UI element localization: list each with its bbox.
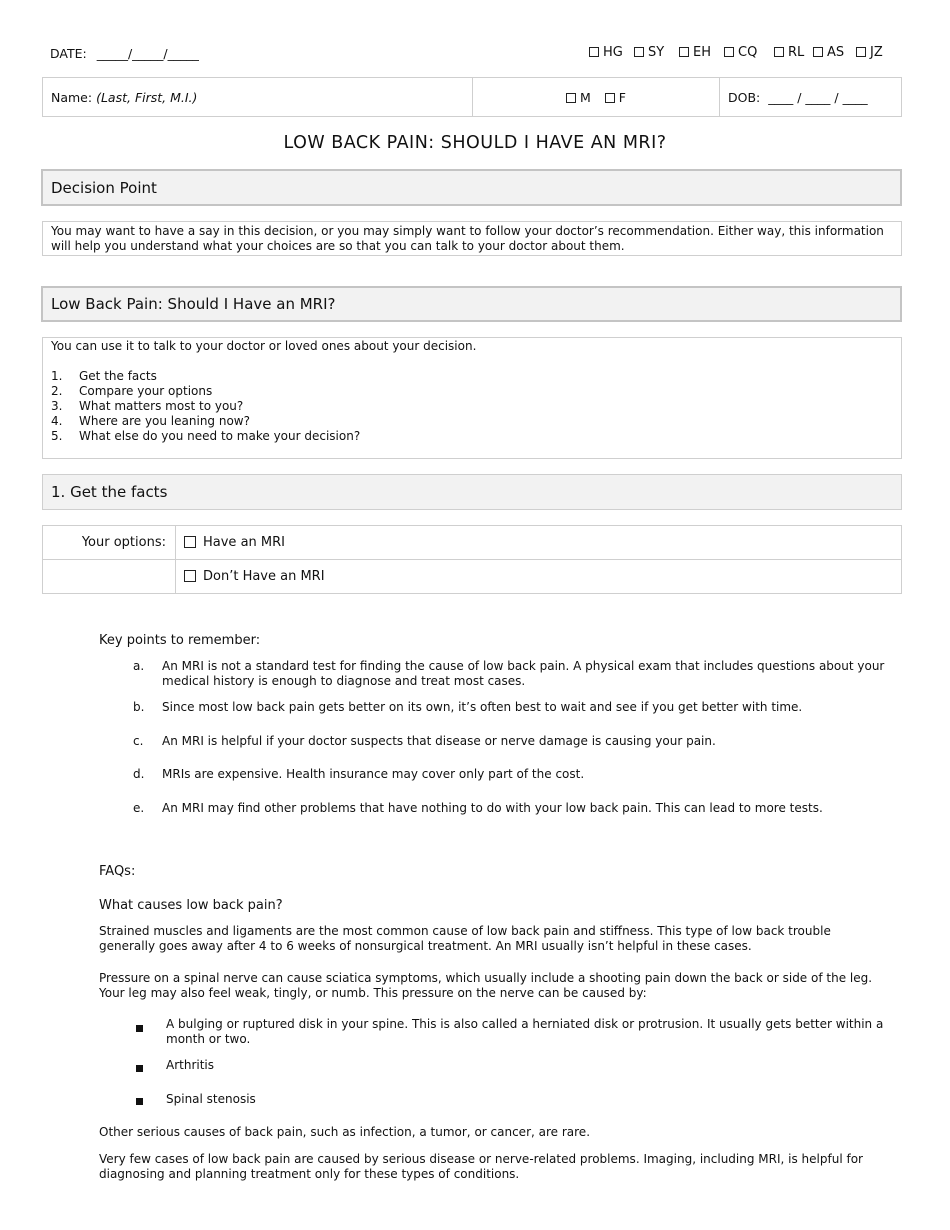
intro-box bbox=[42, 337, 902, 459]
page-title: LOW BACK PAIN: SHOULD I HAVE AN MRI? bbox=[283, 133, 667, 153]
bullet-item: Spinal stenosis bbox=[99, 1092, 889, 1109]
checkbox-icon bbox=[813, 47, 823, 57]
checkbox-icon bbox=[856, 47, 866, 57]
list-item: 4. Where are you leaning now? bbox=[51, 414, 250, 428]
bullet-square-icon bbox=[136, 1025, 143, 1032]
key-point-c: c. An MRI is helpful if your doctor suspects that disease or nerve damage is causing your pain. bbox=[133, 734, 716, 748]
checkbox-icon bbox=[774, 47, 784, 57]
bullet-square-icon bbox=[136, 1065, 143, 1072]
key-point-d: d. MRIs are expensive. Health insurance may cover only part of the cost. bbox=[133, 767, 585, 781]
dob-field[interactable] bbox=[720, 78, 901, 116]
bullet-item: Arthritis bbox=[99, 1058, 889, 1076]
sex-checkbox-f[interactable]: F bbox=[605, 90, 626, 105]
name-field[interactable] bbox=[43, 78, 473, 116]
faq-question: What causes low back pain? bbox=[99, 898, 283, 913]
checkbox-icon bbox=[679, 47, 689, 57]
date-label: DATE: bbox=[50, 46, 87, 61]
dob-value: ____ / ____ / ____ bbox=[768, 89, 868, 105]
date-value: _____/_____/_____ bbox=[96, 46, 199, 61]
provider-checkbox-as[interactable]: AS bbox=[813, 45, 856, 60]
decision-point-text: You may want to have a say in this decision, or you may simply want to follow your doctor’s recommendation. Either way, this information will help you understand what your choices are so that you can talk to your doctor about them. bbox=[42, 221, 902, 256]
provider-checkbox-cq[interactable]: CQ bbox=[724, 45, 774, 60]
checkbox-icon bbox=[184, 536, 196, 548]
date-field[interactable] bbox=[50, 46, 199, 61]
provider-checkbox-hg[interactable]: HG bbox=[589, 45, 634, 60]
sex-field bbox=[473, 78, 720, 116]
faq-paragraph-1: Strained muscles and ligaments are the most common cause of low back pain and stiffness. This type of low back trouble generally goes away after 4 to 6 weeks of nonsurgical treatment. An MRI usually isn’t helpful in these cases. bbox=[99, 924, 831, 953]
options-table bbox=[42, 525, 902, 594]
provider-checkboxes bbox=[589, 45, 896, 60]
intro-lead: You can use it to talk to your doctor or loved ones about your decision. bbox=[51, 339, 477, 353]
key-point-a: a. An MRI is not a standard test for finding the cause of low back pain. A physical exam that includes questions about your medical history is enough to diagnose and treat most cases. bbox=[133, 659, 885, 688]
list-item: 5. What else do you need to make your decision? bbox=[51, 429, 361, 443]
bullet-item: A bulging or ruptured disk in your spine. This is also called a herniated disk or protrusion. It usually gets better within a month or two. bbox=[99, 1017, 889, 1047]
checkbox-icon bbox=[724, 47, 734, 57]
faq-paragraph-4: Very few cases of low back pain are caused by serious disease or nerve-related problems. Imaging, including MRI, is helpful for diagnosing and planning treatment only for these types of conditions. bbox=[99, 1152, 863, 1181]
key-point-b: b. Since most low back pain gets better on its own, it’s often best to wait and see if you get better with time. bbox=[133, 700, 803, 714]
key-points-heading: Key points to remember: bbox=[99, 633, 261, 648]
provider-checkbox-rl[interactable]: RL bbox=[774, 45, 813, 60]
facts-heading: 1. Get the facts bbox=[42, 474, 902, 510]
options-label: Your options: bbox=[43, 526, 176, 560]
list-item: 3. What matters most to you? bbox=[51, 399, 244, 413]
provider-checkbox-jz[interactable]: JZ bbox=[856, 45, 896, 60]
checkbox-icon bbox=[184, 570, 196, 582]
faq-paragraph-3: Other serious causes of back pain, such as infection, a tumor, or cancer, are rare. bbox=[99, 1125, 591, 1139]
option-dont-have-mri[interactable]: Don’t Have an MRI bbox=[176, 560, 901, 594]
name-label: Name: bbox=[51, 89, 93, 105]
checkbox-icon bbox=[605, 93, 615, 103]
option-have-mri[interactable]: Have an MRI bbox=[176, 526, 901, 560]
provider-checkbox-eh[interactable]: EH bbox=[679, 45, 724, 60]
list-item: 2. Compare your options bbox=[51, 384, 213, 398]
faqs-heading: FAQs: bbox=[99, 864, 136, 879]
dob-label: DOB: bbox=[728, 89, 761, 105]
patient-info-row bbox=[42, 77, 902, 117]
decision-point-heading: Decision Point bbox=[41, 169, 902, 206]
bullet-square-icon bbox=[136, 1098, 143, 1105]
list-item: 1. Get the facts bbox=[51, 369, 157, 383]
checkbox-icon bbox=[634, 47, 644, 57]
checkbox-icon bbox=[566, 93, 576, 103]
intro-heading: Low Back Pain: Should I Have an MRI? bbox=[41, 286, 902, 322]
sex-checkbox-m[interactable]: M bbox=[566, 90, 591, 105]
key-point-e: e. An MRI may find other problems that have nothing to do with your low back pain. This can lead to more tests. bbox=[133, 801, 823, 815]
name-hint: (Last, First, M.I.) bbox=[96, 89, 198, 105]
provider-checkbox-sy[interactable]: SY bbox=[634, 45, 679, 60]
checkbox-icon bbox=[589, 47, 599, 57]
faq-paragraph-2: Pressure on a spinal nerve can cause sciatica symptoms, which usually include a shooting pain down the back or side of the leg. Your leg may also feel weak, tingly, or numb. This pressure on the nerve can be caused by: bbox=[99, 971, 873, 1000]
